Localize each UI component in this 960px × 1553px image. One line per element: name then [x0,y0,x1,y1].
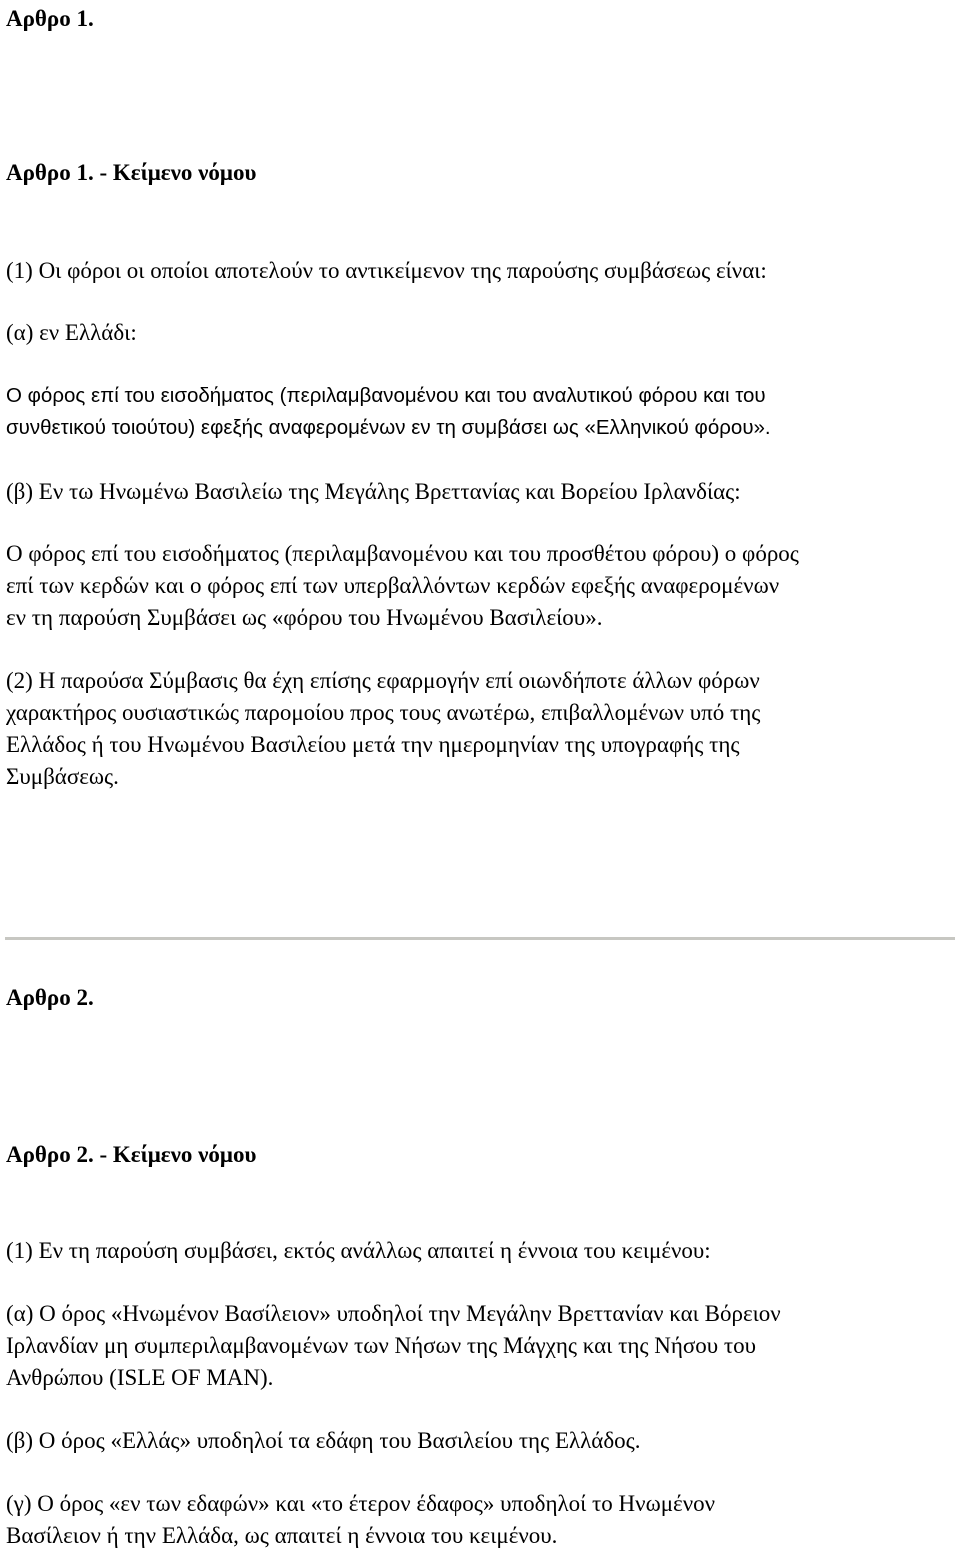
text-line: (α) Ο όρος «Ηνωμένον Βασίλειον» υποδηλοί την Μεγάλην Βρεττανίαν και Βόρειον [6,1301,781,1326]
text-line: Ανθρώπου (ISLE OF MAN). [6,1365,274,1390]
article-1-paragraph-6 [6,665,760,793]
text-line: Ιρλανδίαν μη συμπεριλαμβανομένων των Νήσων της Μάγχης και της Νήσου του [6,1333,757,1358]
text-line: Ο φόρος επί του εισοδήματος (περιλαμβανομένου και του προσθέτου φόρου) ο φόρος [6,541,799,566]
text-line: χαρακτήρος ουσιαστικώς παρομοίου προς τους ανωτέρω, επιβαλλομένων υπό της [6,700,761,725]
article-2-paragraph-4 [6,1488,715,1552]
article-2-title: Αρθρο 2. [6,985,94,1010]
article-2-paragraph-3: (β) Ο όρος «Ελλάς» υποδηλοί τα εδάφη του Βασιλείου της Ελλάδος. [6,1428,641,1453]
article-1-title: Αρθρο 1. [6,6,94,31]
text-line: (2) Η παρούσα Σύμβασις θα έχη επίσης εφαρμογήν επί οιωνδήποτε άλλων φόρων [6,668,760,693]
article-1-paragraph-2: (α) εν Ελλάδι: [6,320,137,345]
article-1-paragraph-4: (β) Εν τω Ηνωμένω Βασιλείω της Μεγάλης Βρεττανίας και Βορείου Ιρλανδίας: [6,479,741,504]
text-line: συνθετικού τοιούτου) εφεξής αναφερομένων εν τη συμβάσει ως «Ελληνικού φόρου». [6,416,771,439]
article-1-subtitle: Αρθρο 1. - Κείμενο νόμου [6,160,257,185]
text-line: Ελλάδος ή του Ηνωμένου Βασιλείου μετά την ημερομηνίαν της υπογραφής της [6,732,740,757]
text-line: Συμβάσεως. [6,764,119,789]
text-line: (γ) Ο όρος «εν των εδαφών» και «το έτερον έδαφος» υποδηλοί το Ηνωμένον [6,1491,715,1516]
text-line: εν τη παρούση Συμβάσει ως «φόρου του Ηνωμένου Βασιλείου». [6,605,603,630]
text-line: Ο φόρος επί του εισοδήματος (περιλαμβανομένου και του αναλυτικού φόρου και του [6,384,766,407]
text-line: Βασίλειον ή την Ελλάδα, ως απαιτεί η έννοια του κειμένου. [6,1523,558,1548]
article-2-paragraph-2 [6,1298,781,1394]
article-1-paragraph-3 [6,380,771,444]
article-1-paragraph-1: (1) Οι φόροι οι οποίοι αποτελούν το αντικείμενον της παρούσης συμβάσεως είναι: [6,258,767,283]
article-1-paragraph-5 [6,538,799,634]
article-2-subtitle: Αρθρο 2. - Κείμενο νόμου [6,1142,257,1167]
text-line: επί των κερδών και ο φόρος επί των υπερβαλλόντων κερδών εφεξής αναφερομένων [6,573,780,598]
article-2-paragraph-1: (1) Εν τη παρούση συμβάσει, εκτός ανάλλως απαιτεί η έννοια του κειμένου: [6,1238,711,1263]
section-divider [5,937,955,940]
